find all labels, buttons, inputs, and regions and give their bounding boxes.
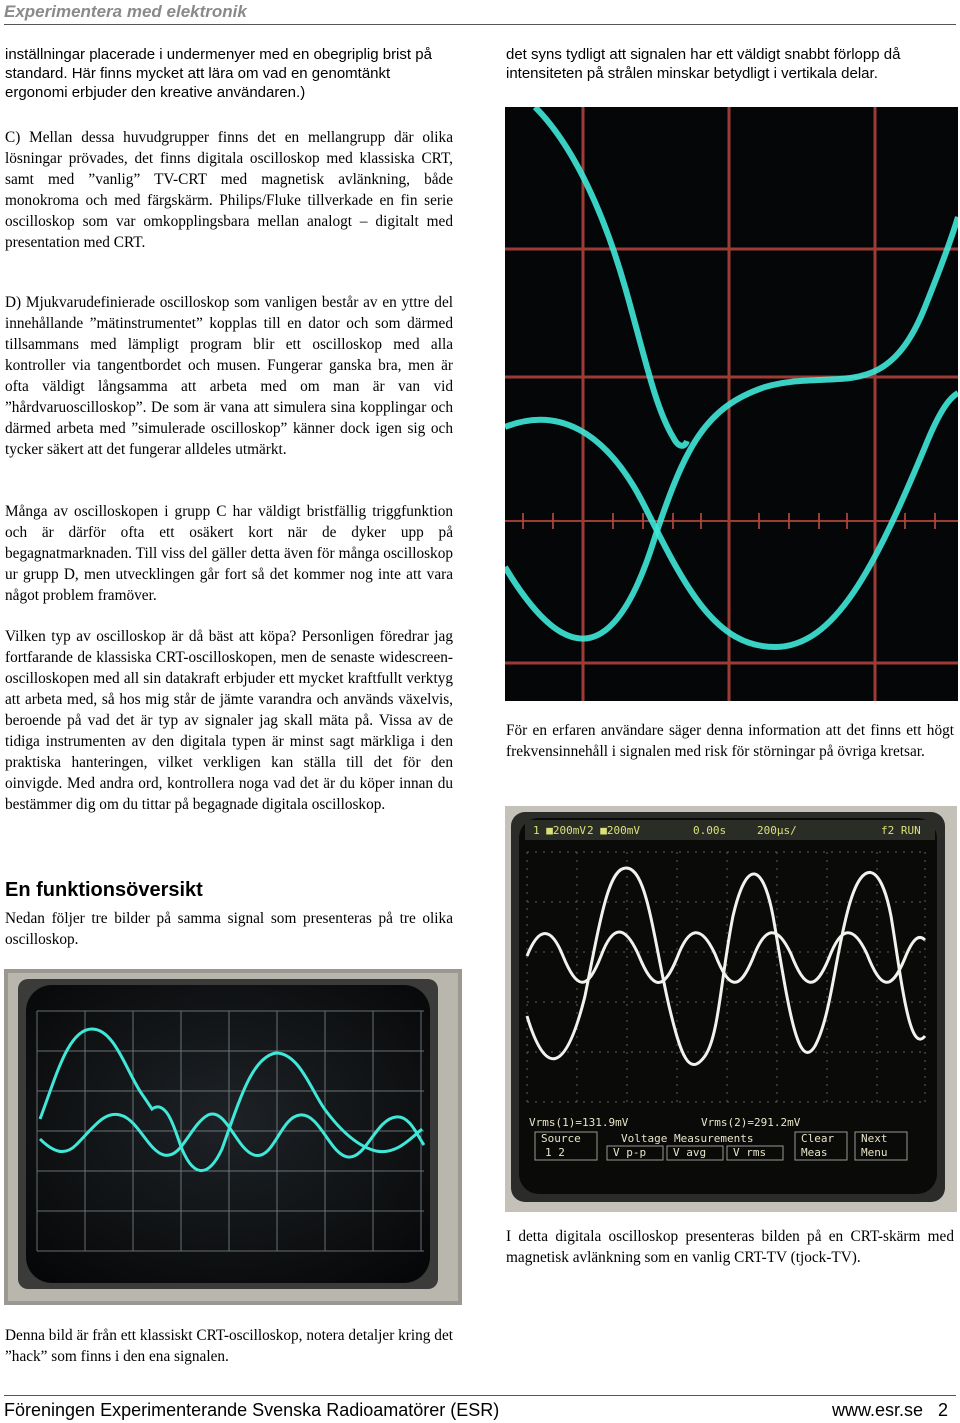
softkey-meas: Meas [801,1146,828,1159]
paragraph-intro: inställningar placerade i undermenyer med en obegriplig brist på standard. Här finns mycket att lära om vad en genomtänkt ergonomi erbjuder den kreative användaren.) [5,46,432,101]
paragraph-group-d: D) Mjukvarudefinierade oscilloskop som vanligen består av en yttre del innehållande ”mätinstrumentet” kopplas till en dator och som därmed tillsammans med lämpligt program blir ett oscilloskop med alla kontroller via tangentbordet och musen. Fungerar ganska bra, men är ofta väldigt långsamma att arbeta med om man är van vid ”hårdvaruoscilloskop”. De som är vana att simulera sina kopplingar och därmed arbeta med ”simulerade oscilloskop” känner dock igen sig och tycker säkert att det fungerar alldeles utmärkt. [5,294,453,458]
softkey-vrms[interactable]: V rms [733,1146,767,1159]
paragraph-many-scopes: Många av oscilloskopen i grupp C har väldigt bristfällig triggfunktion och är därför ofta ett osäkert kort när de dyker upp på begagnatmarknaden. Till viss del gäller detta även för många oscilloskop ur grupp D, men utvecklingen går fort så det kommer nog inte att vara något problem framöver. [5,503,453,604]
section-heading: En funktionsöversikt [5,879,203,901]
footer-url[interactable]: www.esr.se [832,1400,924,1420]
softkey-source[interactable]: Source [541,1132,581,1145]
crt-oscilloscope-photo [4,969,462,1310]
digital-oscilloscope-photo [505,806,957,1217]
top-ch2: 2 ■200mV [587,824,640,837]
top-div: 200μs/ [757,824,797,837]
paragraph-three-images: Nedan följer tre bilder på samma signal som presenteras på tre olika oscilloskop. [5,910,453,948]
top-run: f2 RUN [881,824,921,837]
softkey-voltage-header: Voltage Measurements [621,1132,754,1145]
softkey-vavg[interactable]: V avg [673,1146,707,1159]
crt-zoom-image [505,107,958,701]
crt-scope-image [4,969,462,1305]
top-time: 0.00s [693,824,727,837]
page-number: 2 [938,1400,949,1420]
footer-organization: Föreningen Experimenterande Svenska Radioamatörer (ESR) [4,1400,500,1420]
meas-rms-ch2: Vrms(2)=291.2mV [701,1116,801,1129]
meas-rms-ch1: Vrms(1)=131.9mV [529,1116,629,1129]
softkey-source-value: 1 2 [545,1146,565,1159]
softkey-next[interactable]: Next [861,1132,888,1145]
softkey-vpp[interactable]: V p-p [613,1146,647,1159]
caption-crt: Denna bild är från ett klassiskt CRT-oscilloskop, notera detaljer kring det ”hack” som finns i den ena signalen. [5,1327,453,1365]
crt-zoom-photo [505,107,958,706]
digital-scope-image [505,806,957,1212]
header-rule [4,24,956,25]
paragraph-fast-signal: det syns tydligt att signalen har ett väldigt snabbt förlopp då intensiteten på strålen minskar betydligt i vertikala delar. [506,46,901,82]
paragraph-experienced-user: För en erfaren användare säger denna information att det finns ett högt frekvensinnehåll i signalen med risk för störningar på övriga kretsar. [506,722,954,760]
footer-rule [4,1395,956,1396]
header-title: Experimentera med elektronik [4,2,247,21]
paragraph-which-scope: Vilken typ av oscilloskop är då bäst att köpa? Personligen föredrar jag fortfarande de klassiska CRT-oscilloskopen, men de senaste widescreen-oscilloskopen med all sin datakraft erbjuder ett mycket kraftfullt verktyg att arbeta med, så hos mig står de jämte varandra och används växelvis, beroende på vad det är typ av signaler jag skall mäta på. Vissa av de tidiga instrumenten av den digitala typen är minst sagt märkliga i den praktiska hanteringen, vilket verkligen kan ställa till det för den oinvigde. Med andra ord, kontrollera noga vad det är du köper innan du bestämmer dig om du tittar på begagnade digitala oscilloskop. [5,628,453,813]
softkey-menu: Menu [861,1146,888,1159]
top-ch1: 1 ■200mV [533,824,586,837]
caption-digital: I detta digitala oscilloskop presenteras bilden på en CRT-skärm med magnetisk avlänkning som en vanlig CRT-TV (tjock-TV). [506,1228,954,1266]
softkey-clear[interactable]: Clear [801,1132,835,1145]
paragraph-group-c: C) Mellan dessa huvudgrupper finns det en mellangrupp där olika lösningar prövades, det finns digitala oscilloskop med klassiska CRT, samt med ”vanlig” TV-CRT med magnetisk avlänkning, både monokroma och med färgskärm. Philips/Fluke tillverkade en fin serie oscilloskop som var omkopplingsbara mellan analogt – digitalt med presentation med CRT. [5,129,453,251]
